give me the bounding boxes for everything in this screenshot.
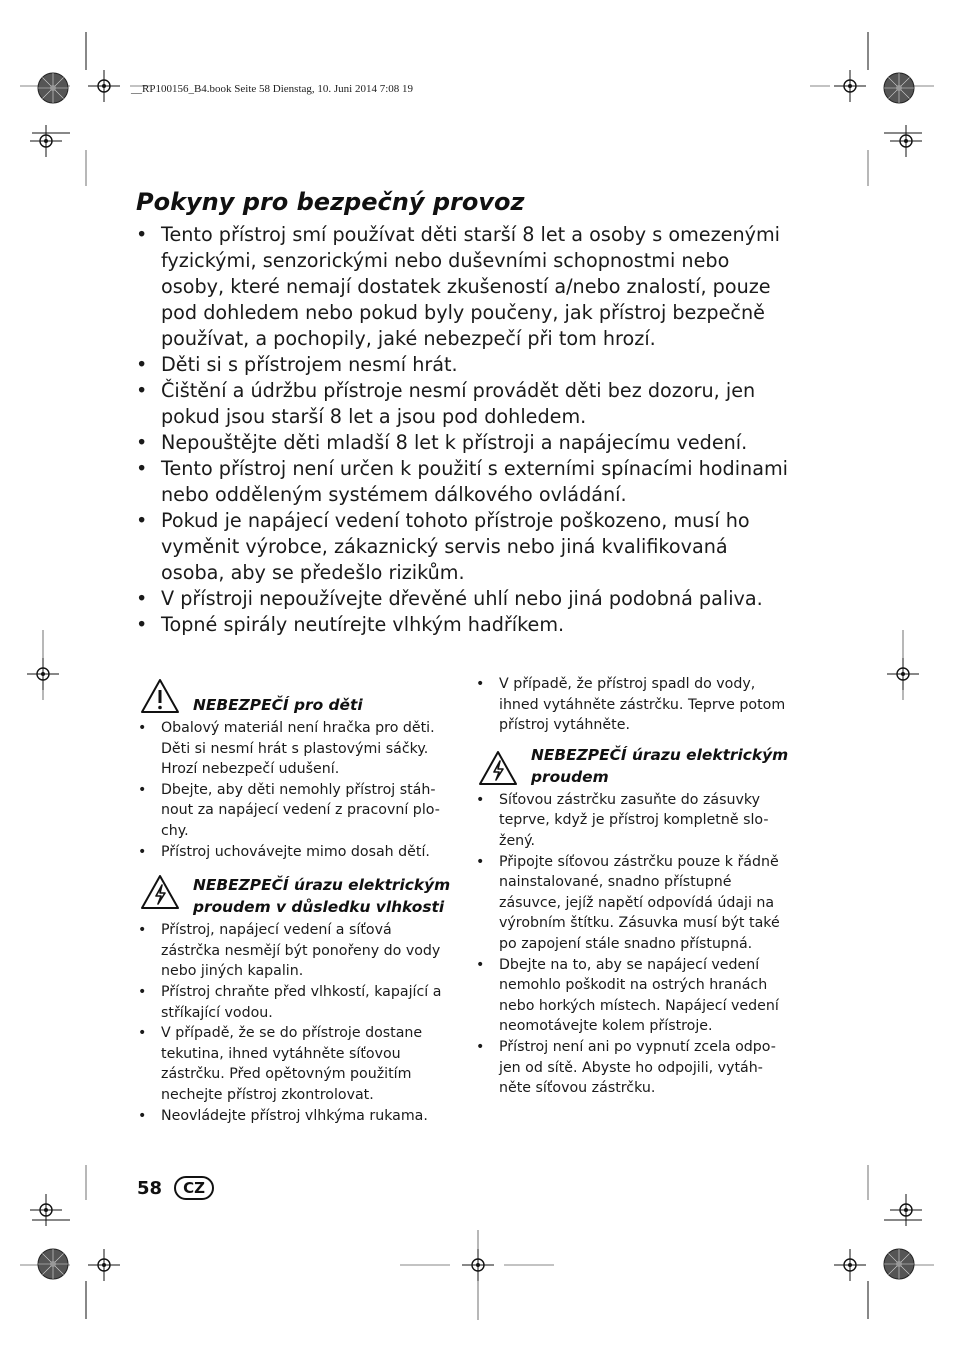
list-item: • Přístroj není ani po vypnutí zcela odpo- jen od sítě. Abyste ho odpojili, vytáh- něte síťovou zástrčku. xyxy=(474,1037,792,1099)
page-footer xyxy=(137,1176,214,1200)
list-item: • V přístroji nepoužívejte dřevěné uhlí nebo jiná podobná paliva. xyxy=(136,586,796,612)
list-item: • V případě, že přístroj spadl do vody, ihned vytáhněte zástrčku. Teprve potom přístroj vytáhněte. xyxy=(474,674,792,736)
right-intro-list xyxy=(474,674,792,736)
list-item: • Síťovou zástrčku zasuňte do zásuvky teprve, když je přístroj kompletně slo- žený. xyxy=(474,790,792,852)
list-item: • Přístroj chraňte před vlhkostí, kapající a stříkající vodou. xyxy=(136,982,454,1023)
electric-shock-warning-icon xyxy=(140,874,180,917)
page-number: 58 xyxy=(137,1177,163,1199)
warning-electric xyxy=(474,744,792,788)
warning-title: NEBEZPEČÍ úrazu elektrickým proudem xyxy=(531,745,789,786)
print-header: __RP100156_B4.book Seite 58 Dienstag, 10. Juni 2014 7:08 19 xyxy=(131,83,414,95)
list-item: • Dbejte na to, aby se napájecí vedení nemohlo poškodit na ostrých hranách nebo horkých místech. Napájecí vedení neomotávejte kolem přístroje. xyxy=(474,955,792,1037)
list-item: • Přístroj uchovávejte mimo dosah dětí. xyxy=(136,842,454,863)
section-title: Pokyny pro bezpečný provoz xyxy=(136,188,525,216)
list-item: • Pokud je napájecí vedení tohoto přístroje poškozeno, musí ho vyměnit výrobce, zákaznický servis nebo jiná kvalifikovaná osoba, aby se předešlo rizikům. xyxy=(136,508,796,586)
list-item: • Děti si s přístrojem nesmí hrát. xyxy=(136,352,796,378)
warning-children xyxy=(136,674,454,716)
language-badge: CZ xyxy=(174,1176,214,1200)
list-item: • Topné spirály neutírejte vlhkým hadříkem. xyxy=(136,612,796,638)
list-item: • Nepouštějte děti mladší 8 let k přístroji a napájecímu vedení. xyxy=(136,430,796,456)
exclamation-warning-icon xyxy=(140,678,180,721)
left-column xyxy=(136,674,454,1126)
list-item: • V případě, že se do přístroje dostane tekutina, ihned vytáhněte síťovou zástrčku. Před opětovným použitím nechejte přístroj zkontrolovat. xyxy=(136,1023,454,1105)
safety-list xyxy=(136,222,796,638)
warning-title: NEBEZPEČÍ úrazu elektrickým proudem v důsledku vlhkosti xyxy=(193,876,451,917)
warning-electric-list xyxy=(474,790,792,1099)
warning-moisture-list xyxy=(136,920,454,1126)
list-item: • Neovládejte přístroj vlhkýma rukama. xyxy=(136,1106,454,1127)
warning-children-list xyxy=(136,718,454,862)
electric-shock-warning-icon xyxy=(478,750,518,793)
list-item: • Tento přístroj není určen k použití s externími spínacími hodinami nebo odděleným systémem dálkového ovládání. xyxy=(136,456,796,508)
list-item: • Obalový materiál není hračka pro děti. Děti si nesmí hrát s plastovými sáčky. Hrozí nebezpečí udušení. xyxy=(136,718,454,780)
list-item: • Čištění a údržbu přístroje nesmí provádět děti bez dozoru, jen pokud jsou starší 8 let a jsou pod dohledem. xyxy=(136,378,796,430)
list-item: • Připojte síťovou zástrčku pouze k řádně nainstalované, snadno přístupné zásuvce, jejíž napětí odpovídá údaji na výrobním štítku. Zásuvka musí být také po zapojení stále snadno přístupná. xyxy=(474,852,792,955)
list-item: • Přístroj, napájecí vedení a síťová zástrčka nesmějí být ponořeny do vody nebo jiných kapalin. xyxy=(136,920,454,982)
right-column xyxy=(474,674,792,1099)
list-item: • Dbejte, aby děti nemohly přístroj stáh- nout za napájecí vedení z pracovní plo- chy. xyxy=(136,780,454,842)
list-item: • Tento přístroj smí používat děti starší 8 let a osoby s omezenými fyzickými, senzorickými nebo duševními schopnostmi nebo osoby, které nemají dostatek zkušeností a/nebo znalostí, pouze pod dohledem nebo pokud byly poučeny, jak přístroj bezpečně používat, a pochopily, jaké nebezpečí při tom hrozí. xyxy=(136,222,796,352)
warning-moisture xyxy=(136,874,454,918)
warning-title: NEBEZPEČÍ pro děti xyxy=(193,696,363,714)
